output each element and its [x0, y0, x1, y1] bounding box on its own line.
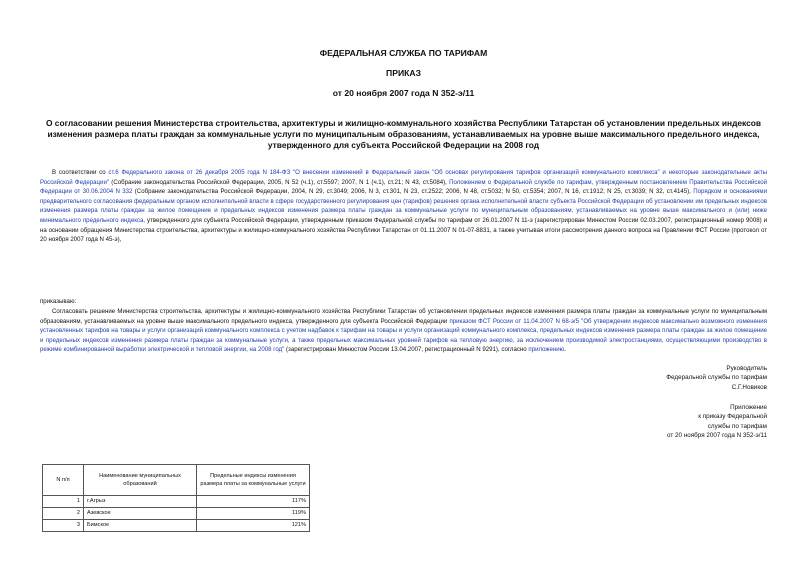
appendix-line: к приказу Федеральной	[698, 413, 767, 421]
preamble-paragraph	[40, 168, 767, 245]
fst-regulation-link[interactable]: Положением о Федеральной службе по тарифам, утвержденным постановлением Правительства Российской Федерации от 30.06.2004 N 332	[40, 178, 767, 196]
municipality-name: г.Агрыз	[84, 496, 197, 508]
fst-order-68-link[interactable]: приказом ФСТ России от 11.04.2007 N 68-э/5 "Об утверждении индексов максимально возможного изменения установленных тарифов на товары и услуги организаций коммунального комплекса с учетом надбавок к тарифам на товары и услуги организаций коммунального комплекса, предельных индексов изменения размера платы граждан за жилое помещение и предельных индексов изменения размера платы граждан за коммунальные услуги, а также предельных максимальных уровней тарифов на тепловую энергию, за исключением производимой электростанциями, осуществляющими производство в режиме комбинированной выработки электрической и тепловой энергии, на 2008 год"	[40, 317, 767, 354]
order-word: приказываю:	[40, 298, 77, 305]
table-row	[43, 508, 310, 520]
signature-line: Федеральной службы по тарифам	[666, 374, 767, 382]
column-header-index: Предельные индексы изменения размера платы за коммунальные услуги	[197, 465, 310, 496]
appendix-line: Приложение	[730, 404, 767, 411]
appendix-link[interactable]: приложению	[528, 346, 565, 354]
indices-table	[42, 464, 310, 532]
table-row	[43, 496, 310, 508]
order-text: .	[564, 346, 566, 354]
municipality-name: Бимское	[84, 520, 197, 532]
index-value: 117%	[197, 496, 310, 508]
signature-line: Руководитель	[726, 365, 767, 372]
order-text: (зарегистрирован Минюстом России 13.04.2007, регистрационный N 9291), согласно	[284, 346, 529, 354]
index-value: 119%	[197, 508, 310, 520]
preamble-text: (Собрание законодательства Российской Федерации, 2005, N 52 (ч.1), ст.5597; 2007, N 1 (ч.1), ст.21; N 43, ст.5084),	[109, 178, 450, 186]
signature-block	[666, 364, 767, 392]
order-text: Согласовать решение Министерства строительства, архитектуры и жилищно-коммунального хозяйства Республики Татарстан об установлении предельных индексов изменения размера платы граждан за коммунальные услуги по муниципальным образованиям, устанавливаемых на уровне выше максимального предельного индекса, утвержденного для субъекта Российской Федерации	[40, 308, 767, 325]
approval-procedure-link[interactable]: Порядком и основаниями предварительного согласования федеральным органом исполнительной власти в сфере государственного регулирования цен (тарифов) решения органа исполнительной власти субъекта Российской Федерации об установлении им предельных индексов изменения размера платы граждан за жилое помещение и предельных индексов изменения размера платы граждан за коммунальные услуги по муниципальным образованиям, устанавливаемых на уровне выше максимального и (или) ниже минимального предельного индекса,	[40, 188, 768, 224]
appendix-line: от 20 ноября 2007 года N 352-э/11	[667, 432, 767, 440]
appendix-line: службы по тарифам	[707, 422, 767, 430]
document-subject: О согласовании решения Министерства строительства, архитектуры и жилищно-коммунального хозяйства Республики Татарстан об установлении предельных индексов изменения размера платы граждан за коммунальные услуги по муниципальным образованиям, устанавливаемых на уровне выше максимального предельного индекса, утвержденного для субъекта Российской Федерации на 2008 год	[45, 118, 762, 150]
order-paragraph	[40, 307, 767, 355]
signature-name: С.Г.Новиков	[731, 383, 767, 391]
appendix-block	[667, 403, 767, 441]
document-type: ПРИКАЗ	[386, 68, 421, 78]
preamble-text: В соответствии со	[52, 169, 109, 176]
preamble-text: (Собрание законодательства Российской Федерации, 2004, N 29, ст.3049; 2006, N 3, ст.301, N 23, ст.2522; 2006, N 48, ст.5032; N 50, ст.5354; 2007, N 16, ст.1912; N 25, ст.3039; N 32, ст.4145),	[132, 188, 694, 196]
law-184-link[interactable]: ст.6 Федерального закона от 26 декабря 2005 года N 184-ФЗ "О внесении изменений в Федеральный закон "Об основах регулирования тарифов организаций коммунального комплекса" и некоторые законодательные акты Российской Федерации"	[40, 169, 767, 186]
table-header-row	[43, 465, 310, 496]
row-number: 1	[43, 496, 84, 508]
row-number: 3	[43, 520, 84, 532]
agency-title: ФЕДЕРАЛЬНАЯ СЛУЖБА ПО ТАРИФАМ	[319, 48, 488, 58]
column-header-number: N п/п	[43, 465, 84, 496]
index-value: 121%	[197, 520, 310, 532]
column-header-municipality: Наименование муниципальных образований	[84, 465, 197, 496]
row-number: 2	[43, 508, 84, 520]
document-date-number: от 20 ноября 2007 года N 352-э/11	[332, 88, 475, 98]
municipality-name: Азевское	[84, 508, 197, 520]
table-row	[43, 520, 310, 532]
preamble-text: утвержденного для субъекта Российской Федерации, утвержденным приказом Федеральной службы по тарифам от 26.01.2007 N 11-э (зарегистрирован Минюстом России 02.03.2007, регистрационный номер 9008) и на основании обращения Министерства строительства, архитектуры и жилищно-коммунального хозяйства Республики Татарстан от 01.11.2007 N 01-07-8831, а также учитывая итоги рассмотрения данного вопроса на Правлении ФСТ России (протокол от 20 ноября 2007 года N 45-э),	[40, 216, 767, 244]
